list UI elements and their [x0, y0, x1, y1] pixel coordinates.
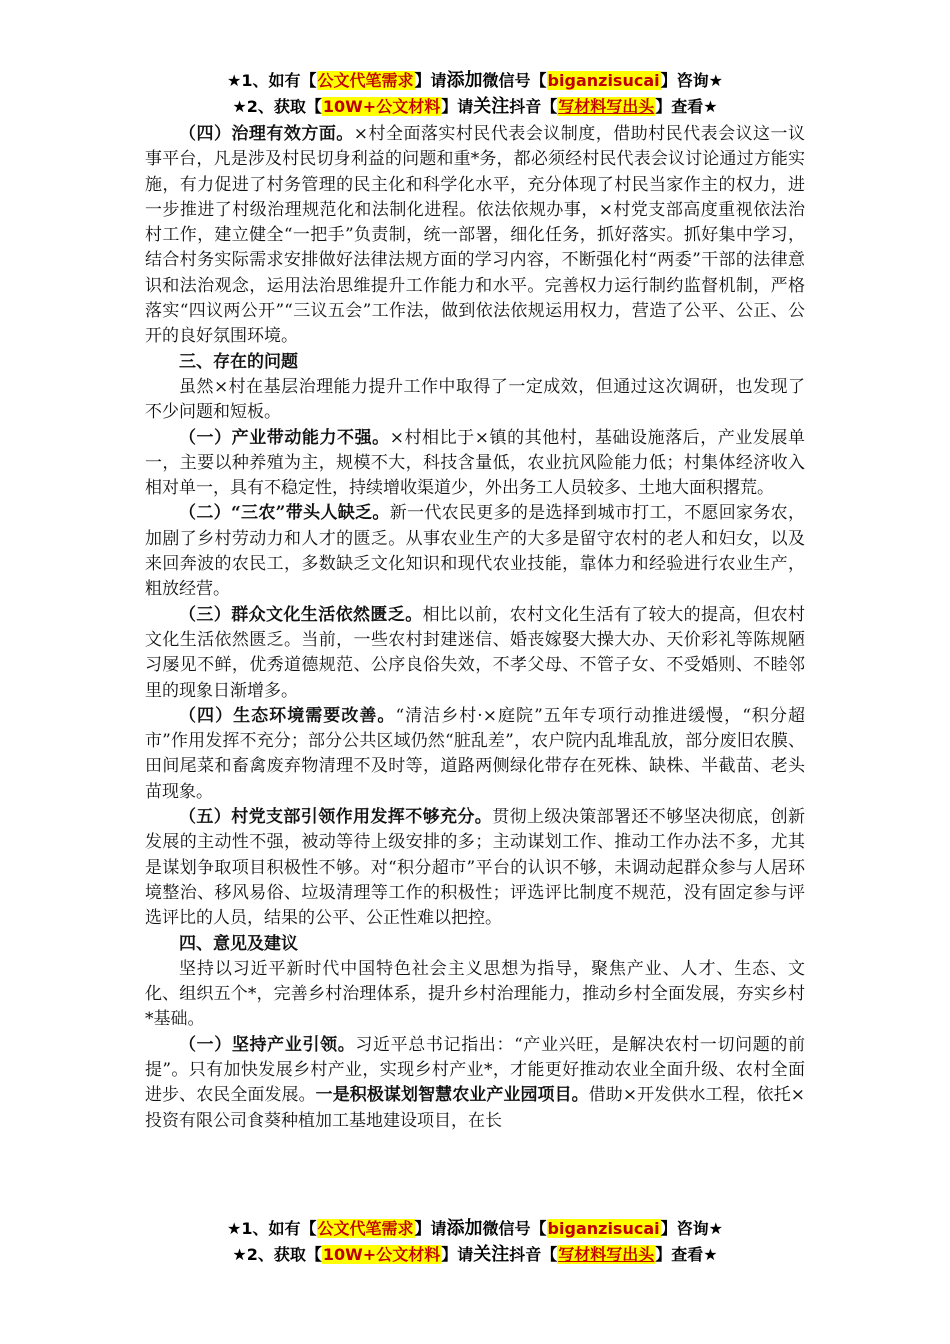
paragraph-text: 习近平总书记指出：“产业兴旺，是解决农村一切问题的前提”。只有加快发展乡村产业，实现乡村产业*，才能更好推动农业全面升级、农村全面进步、农民全面发展。 [145, 1034, 805, 1106]
paragraph-heading: （二）“三农”带头人缺乏。 [179, 503, 390, 524]
promo-line-2 [0, 94, 950, 120]
paragraph [145, 704, 805, 805]
promo-text: 】请 [414, 1219, 447, 1238]
paragraph-text: 坚持以习近平新时代中国特色社会主义思想为指导，聚焦产业、人才、生态、文化、组织五个*，完善乡村治理体系，提升乡村治理能力，推动乡村全面发展，夯实乡村*基础。 [145, 958, 805, 1030]
promo-text: 添加 [446, 70, 483, 91]
paragraph [145, 603, 805, 704]
paragraph [145, 375, 805, 426]
douyin-id-highlight: 写材料写出头 [558, 97, 655, 116]
promo-text: 】请 [441, 1245, 474, 1264]
promo-banner-top [0, 68, 950, 120]
paragraph-text: “清洁乡村·×庭院”五年专项行动推进缓慢，“积分超市”作用发挥不充分；部分公共区域仍然“脏乱差”，农户院内乱堆乱放，部分废旧农膜、田间尾菜和畜禽废弃物清理不及时等，道路两侧绿化带存在死株、缺株、半截苗、老头苗现象。 [145, 705, 805, 802]
section-heading [145, 932, 805, 957]
promo-banner-bottom [0, 1216, 950, 1268]
promo-text: 】咨询★ [660, 71, 723, 90]
paragraph-emphasis: 一是积极谋划智慧农业产业园项目。 [315, 1085, 589, 1106]
paragraph [145, 957, 805, 1033]
paragraph-heading: （一）坚持产业引领。 [179, 1034, 356, 1055]
douyin-id-highlight: 写材料写出头 [558, 1245, 655, 1264]
promo-highlight: 公文代笔需求 [317, 1219, 414, 1238]
paragraph-text: ×村相比于×镇的其他村，基础设施落后，产业发展单一，主要以种养殖为主，规模不大，科技含量低，农业抗风险能力低；村集体经济收入相对单一，具有不稳定性，持续增收渠道少，外出务工人员较多、土地大面积撂荒。 [145, 427, 805, 499]
promo-text: ★1、如有【 [227, 1219, 317, 1238]
promo-text: ★1、如有【 [227, 71, 317, 90]
promo-text: 】咨询★ [660, 1219, 723, 1238]
paragraph-heading: （三）群众文化生活依然匮乏。 [179, 604, 423, 625]
document-body [145, 122, 805, 1134]
promo-text: 】查看★ [655, 97, 718, 116]
paragraph-text: 贯彻上级决策部署还不够坚决彻底，创新发展的主动性不强，被动等待上级安排的多；主动谋划工作、推动工作办法不多，尤其是谋划争取项目积极性不够。对“积分超市”平台的认识不够，未调动起群众参与人居环境整治、移风易俗、垃圾清理等工作的积极性；评选评比制度不规范，没有固定参与评选评比的人员，结果的公平、公正性难以把控。 [145, 807, 806, 929]
paragraph-text: 新一代农民更多的是选择到城市打工，不愿回家务农，加剧了乡村劳动力和人才的匮乏。从事农业生产的大多是留守农村的老人和妇女，以及来回奔波的农民工，多数缺乏文化知识和现代农业技能，靠体力和经验进行农业生产，粗放经营。 [145, 503, 805, 600]
wechat-id-highlight: biganzisucai [547, 71, 660, 90]
paragraph [145, 426, 805, 502]
promo-text: ★2、获取【 [232, 1245, 322, 1264]
promo-highlight: 公文代笔需求 [317, 71, 414, 90]
promo-highlight: 10W+公文材料 [322, 97, 441, 116]
promo-text: 抖音【 [509, 97, 558, 116]
promo-text: 抖音【 [509, 1245, 558, 1264]
paragraph [145, 1033, 805, 1134]
paragraph-text: 借助×开发供水工程，依托×投资有限公司食葵种植加工基地建设项目，在长 [145, 1085, 806, 1131]
promo-text: 关注 [473, 1244, 510, 1265]
promo-highlight: 10W+公文材料 [322, 1245, 441, 1264]
section-heading [145, 350, 805, 375]
paragraph [145, 805, 805, 931]
promo-text: 微信号【 [482, 71, 547, 90]
paragraph [145, 501, 805, 602]
paragraph-heading: （一）产业带动能力不强。 [179, 427, 390, 448]
paragraph-heading: （四）治理有效方面。 [179, 124, 354, 144]
promo-text: 】请 [414, 71, 447, 90]
section-heading-text: 三、存在的问题 [179, 351, 298, 372]
paragraph-heading: （四）生态环境需要改善。 [179, 705, 396, 726]
promo-text: ★2、获取【 [232, 97, 322, 116]
wechat-id-highlight: biganzisucai [547, 1219, 660, 1238]
paragraph [145, 122, 805, 350]
promo-text: 】查看★ [655, 1245, 718, 1264]
paragraph-text: 相比以前，农村文化生活有了较大的提高，但农村文化生活依然匮乏。当前，一些农村封建迷信、婚丧嫁娶大操大办、天价彩礼等陈规陋习屡见不鲜，优秀道德规范、公序良俗失效，不孝父母、不管子女、不受婚则、不睦邻里的现象日渐增多。 [145, 604, 806, 701]
promo-text: 微信号【 [482, 1219, 547, 1238]
promo-line-1 [0, 1216, 950, 1242]
promo-text: 关注 [473, 96, 510, 117]
paragraph-heading: （五）村党支部引领作用发挥不够充分。 [179, 807, 493, 828]
promo-line-2 [0, 1242, 950, 1268]
promo-text: 】请 [441, 97, 474, 116]
paragraph-text: 虽然×村在基层治理能力提升工作中取得了一定成效，但通过这次调研，也发现了不少问题和短板。 [145, 376, 805, 423]
promo-line-1 [0, 68, 950, 94]
paragraph-text: ×村全面落实村民代表会议制度，借助村民代表会议这一议事平台，凡是涉及村民切身利益的问题和重*务，都必须经村民代表会议讨论通过方能实施，有力促进了村务管理的民主化和科学化水平，充分体现了村民当家作主的权力，进一步推进了村级治理规范化和法制化进程。依法依规办事，×村党支部高度重视依法治村工作，建立健全“一把手”负责制，统一部署，细化任务，抓好落实。抓好集中学习，结合村务实际需求安排做好法律法规方面的学习内容，不断强化村“两委”干部的法律意识和法治观念，运用法治思维提升工作能力和水平。完善权力运行制约监督机制，严格落实“四议两公开”“三议五会”工作法，做到依法依规运用权力，营造了公平、公正、公开的良好氛围环境。 [145, 124, 806, 347]
section-heading-text: 四、意见及建议 [179, 933, 298, 954]
promo-text: 添加 [446, 1218, 483, 1239]
